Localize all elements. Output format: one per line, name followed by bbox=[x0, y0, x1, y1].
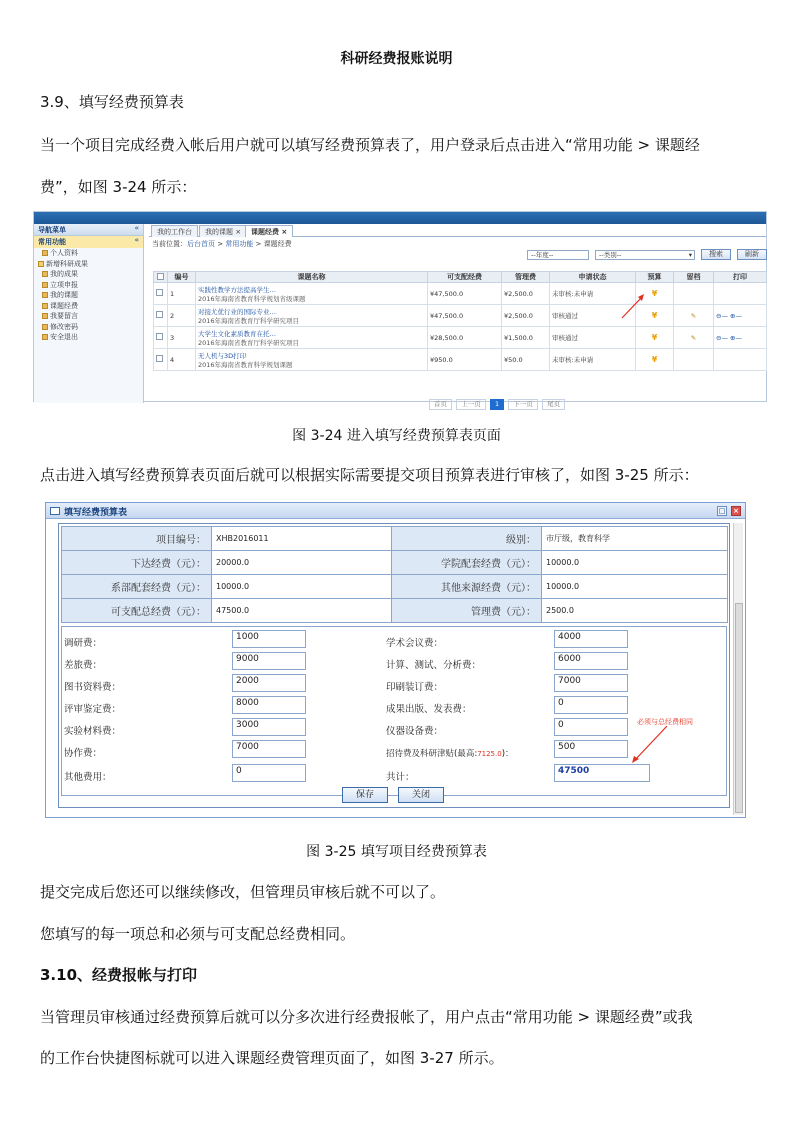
dialog-title: 填写经费预算表 bbox=[64, 508, 128, 518]
research-fee-input[interactable]: 1000 bbox=[232, 630, 306, 648]
table-row bbox=[154, 349, 767, 371]
sidebar-header-label: 导航菜单 bbox=[38, 226, 66, 234]
status-cell: 未审核:未申请 bbox=[550, 283, 636, 305]
year-select[interactable]: --年度-- bbox=[527, 250, 589, 260]
fee-cell: ¥2,500.0 bbox=[502, 283, 550, 305]
window-icon bbox=[50, 507, 60, 515]
save-button[interactable]: 保存 bbox=[342, 787, 388, 803]
print-icon[interactable]: ⊖— ⊕— bbox=[714, 305, 767, 327]
sidebar-group-common[interactable] bbox=[34, 236, 143, 248]
collapse-icon[interactable]: « bbox=[134, 224, 139, 232]
fund-cell: ¥28,500.0 bbox=[428, 327, 502, 349]
table-row bbox=[154, 305, 767, 327]
sidebar-item-new-achievement[interactable]: 新增科研成果 bbox=[34, 259, 143, 270]
total-disposable-value: 47500.0 bbox=[212, 599, 392, 623]
sidebar-item-logout[interactable]: 安全退出 bbox=[34, 332, 143, 343]
figure-caption-3-24: 图 3-24 进入填写经费预算表页面 bbox=[292, 428, 501, 444]
department-funds-value: 10000.0 bbox=[212, 575, 392, 599]
first-page-button[interactable]: 首页 bbox=[429, 399, 452, 410]
filter-bar bbox=[149, 249, 766, 261]
figure-3-24-screenshot bbox=[33, 211, 767, 408]
field-label: 实验材料费： bbox=[64, 726, 122, 737]
message-icon bbox=[42, 313, 48, 319]
paragraph-5-line-2: 的工作台快捷图标就可以进入课题经费管理页面了，如图 3-27 所示。 bbox=[40, 1049, 504, 1067]
figure-3-25-screenshot bbox=[45, 502, 746, 818]
sidebar-item-project-apply[interactable]: 立项申报 bbox=[34, 280, 143, 291]
vertical-scrollbar[interactable] bbox=[733, 523, 743, 815]
level-value: 市厅级，教育科学 bbox=[542, 527, 728, 551]
breadcrumb: 当前位置：后台首页 > 常用功能 > 课题经费 bbox=[152, 240, 292, 248]
materials-fee-input[interactable]: 3000 bbox=[232, 718, 306, 736]
print-icon[interactable]: ⊖— ⊕— bbox=[714, 327, 767, 349]
printing-fee-input[interactable]: 7000 bbox=[554, 674, 628, 692]
archive-cell bbox=[674, 349, 714, 371]
equipment-fee-input[interactable]: 0 bbox=[554, 718, 628, 736]
row-number: 2 bbox=[168, 305, 196, 327]
profile-icon bbox=[42, 250, 48, 256]
project-info-table bbox=[61, 526, 728, 623]
document-icon bbox=[42, 292, 48, 298]
row-number: 3 bbox=[168, 327, 196, 349]
field-label: 学术会议费： bbox=[386, 638, 444, 649]
paragraph-4: 您填写的每一项总和必须与可支配总经费相同。 bbox=[40, 925, 356, 943]
field-label: 系部配套经费（元）： bbox=[62, 575, 212, 599]
column-header: 留档 bbox=[674, 272, 714, 283]
tab-my-projects[interactable]: 我的课题 × bbox=[199, 225, 247, 237]
budget-icon[interactable]: ¥ bbox=[636, 283, 674, 305]
paragraph-1-line-2: 费”，如图 3-24 所示： bbox=[40, 178, 197, 196]
scroll-thumb[interactable] bbox=[735, 603, 743, 813]
field-label: 印刷装订费： bbox=[386, 682, 444, 693]
close-icon[interactable]: × bbox=[731, 506, 741, 516]
search-button[interactable]: 搜索 bbox=[701, 249, 731, 260]
field-label: 下达经费（元）： bbox=[62, 551, 212, 575]
fund-cell: ¥47,500.0 bbox=[428, 283, 502, 305]
college-funds-value: 10000.0 bbox=[542, 551, 728, 575]
cap-value: 7125.0 bbox=[477, 750, 502, 758]
prev-page-button[interactable]: 上一页 bbox=[456, 399, 486, 410]
project-name-cell: 实践性教学方法提高学生… 2016年海南省教育科学规划省级课题 bbox=[196, 283, 428, 305]
table-row bbox=[154, 327, 767, 349]
field-label-entertainment: 招待费及科研津贴(最高:7125.0)： bbox=[386, 749, 514, 759]
sidebar-item-change-password[interactable]: 修改密码 bbox=[34, 322, 143, 333]
field-label: 差旅费： bbox=[64, 660, 103, 671]
paragraph-2: 点击进入填写经费预算表页面后就可以根据实际需要提交项目预算表进行审核了，如图 3-25 所示： bbox=[40, 466, 699, 484]
page-number-button[interactable]: 1 bbox=[490, 399, 504, 410]
field-label: 级别： bbox=[392, 527, 542, 551]
project-number-value: XHB2016011 bbox=[212, 527, 392, 551]
fund-cell: ¥47,500.0 bbox=[428, 305, 502, 327]
field-label: 共计： bbox=[386, 772, 415, 783]
status-cell: 未审核:未申请 bbox=[550, 349, 636, 371]
paragraph-3: 提交完成后您还可以继续修改，但管理员审核后就不可以了。 bbox=[40, 883, 446, 901]
collaboration-fee-input[interactable]: 7000 bbox=[232, 740, 306, 758]
field-label: 管理费（元）： bbox=[392, 599, 542, 623]
category-select[interactable]: --类别-- ▾ bbox=[595, 250, 695, 260]
chevron-down-icon: ▾ bbox=[688, 251, 692, 259]
project-name-link[interactable]: 对接尤优行业的国际专业… bbox=[198, 307, 276, 316]
column-header: 可支配经费 bbox=[428, 272, 502, 283]
budget-icon[interactable]: ¥ bbox=[636, 327, 674, 349]
project-name-cell: 大学生文化素质教育在托… 2016年海南省教育厅科学研究项目 bbox=[196, 327, 428, 349]
dialog-titlebar bbox=[46, 503, 745, 519]
field-label: 成果出版、发表费： bbox=[386, 704, 472, 715]
collapse-icon[interactable]: « bbox=[134, 236, 139, 244]
breadcrumb-link-common[interactable]: 常用功能 bbox=[225, 240, 254, 248]
folder-icon bbox=[38, 261, 44, 267]
refresh-button[interactable]: 刷新 bbox=[737, 249, 767, 260]
conference-fee-input[interactable]: 4000 bbox=[554, 630, 628, 648]
budget-icon[interactable]: ¥ bbox=[636, 305, 674, 327]
close-button[interactable]: 关闭 bbox=[398, 787, 444, 803]
row-number: 4 bbox=[168, 349, 196, 371]
sidebar-group-label: 常用功能 bbox=[38, 238, 66, 246]
pagination bbox=[429, 399, 567, 411]
print-cell bbox=[714, 283, 767, 305]
travel-fee-input[interactable]: 9000 bbox=[232, 652, 306, 670]
books-fee-input[interactable]: 2000 bbox=[232, 674, 306, 692]
sidebar-item-my-achievements[interactable]: 我的成果 bbox=[34, 269, 143, 280]
sidebar-item-profile[interactable]: 个人资料 bbox=[34, 248, 143, 259]
archive-icon[interactable]: ✎ bbox=[674, 327, 714, 349]
field-label: 其他费用： bbox=[64, 772, 112, 783]
field-label: 项目编号： bbox=[62, 527, 212, 551]
field-label: 可支配总经费（元）： bbox=[62, 599, 212, 623]
document-icon bbox=[42, 282, 48, 288]
project-name-link[interactable]: 实践性教学方法提高学生… bbox=[198, 285, 276, 294]
field-label: 调研费： bbox=[64, 638, 103, 649]
column-header: 打印 bbox=[714, 272, 767, 283]
table-header-row bbox=[154, 272, 767, 283]
total-input[interactable]: 47500 bbox=[554, 764, 650, 782]
other-fee-input[interactable]: 0 bbox=[232, 764, 306, 782]
tab-bar bbox=[149, 224, 766, 237]
fee-cell: ¥50.0 bbox=[502, 349, 550, 371]
document-icon bbox=[42, 303, 48, 309]
tab-project-funds[interactable]: 课题经费 × bbox=[245, 225, 293, 237]
print-cell bbox=[714, 349, 767, 371]
sidebar-header bbox=[34, 224, 143, 236]
document-title: 科研经费报账说明 bbox=[340, 51, 453, 67]
field-label: 计算、测试、分析费： bbox=[386, 660, 482, 671]
fee-cell: ¥2,500.0 bbox=[502, 305, 550, 327]
row-checkbox[interactable] bbox=[154, 283, 168, 305]
field-label: 其他来源经费（元）： bbox=[392, 575, 542, 599]
paragraph-5-line-1: 当管理员审核通过经费预算后就可以分多次进行经费报帐了，用户点击“常用功能 > 课题经费”或我 bbox=[40, 1008, 693, 1026]
publication-fee-input[interactable]: 0 bbox=[554, 696, 628, 714]
column-header: 预算 bbox=[636, 272, 674, 283]
column-header: 管理费 bbox=[502, 272, 550, 283]
expense-items bbox=[61, 626, 727, 796]
field-label: 协作费： bbox=[64, 748, 103, 759]
figure-caption-3-25: 图 3-25 填写项目经费预算表 bbox=[306, 844, 487, 860]
field-label: 图书资料费： bbox=[64, 682, 122, 693]
document-icon bbox=[42, 271, 48, 277]
table-row bbox=[154, 283, 767, 305]
sidebar-item-leave-message[interactable]: 我要留言 bbox=[34, 311, 143, 322]
row-number: 1 bbox=[168, 283, 196, 305]
budget-icon[interactable]: ¥ bbox=[636, 349, 674, 371]
section-heading-3-10: 3.10、经费报帐与打印 bbox=[40, 966, 198, 984]
sidebar bbox=[34, 224, 144, 403]
sidebar-item-project-funds[interactable]: 课题经费 bbox=[34, 301, 143, 312]
breadcrumb-link-home[interactable]: 后台首页 bbox=[187, 240, 215, 248]
tab-workbench[interactable]: 我的工作台 bbox=[151, 225, 198, 237]
maximize-icon[interactable]: □ bbox=[718, 507, 726, 515]
archive-cell bbox=[674, 283, 714, 305]
testing-fee-input[interactable]: 6000 bbox=[554, 652, 628, 670]
paragraph-1-line-1: 当一个项目完成经费入帐后用户就可以填写经费预算表了，用户登录后点击进入“常用功能 > 课题经 bbox=[40, 136, 700, 154]
fund-cell: ¥950.0 bbox=[428, 349, 502, 371]
annotation-note: 必须与总经费相同 bbox=[637, 718, 693, 726]
management-fee-value: 2500.0 bbox=[542, 599, 728, 623]
column-header: 课题名称 bbox=[196, 272, 428, 283]
field-label: 学院配套经费（元）： bbox=[392, 551, 542, 575]
project-name-link[interactable]: 大学生文化素质教育在托… bbox=[198, 329, 276, 338]
field-label: 评审鉴定费： bbox=[64, 704, 122, 715]
status-cell: 审核通过 bbox=[550, 305, 636, 327]
select-all-checkbox[interactable] bbox=[154, 272, 168, 283]
entertainment-fee-input[interactable]: 500 bbox=[554, 740, 628, 758]
project-name-cell: 无人机与3D打印 2016年海南省教育科学规划课题 bbox=[196, 349, 428, 371]
other-funds-value: 10000.0 bbox=[542, 575, 728, 599]
sidebar-item-my-projects[interactable]: 我的课题 bbox=[34, 290, 143, 301]
column-header: 编号 bbox=[168, 272, 196, 283]
row-checkbox[interactable] bbox=[154, 327, 168, 349]
project-name-link[interactable]: 无人机与3D打印 bbox=[198, 351, 247, 360]
row-checkbox[interactable] bbox=[154, 305, 168, 327]
row-checkbox[interactable] bbox=[154, 349, 168, 371]
last-page-button[interactable]: 尾页 bbox=[542, 399, 565, 410]
fee-cell: ¥1,500.0 bbox=[502, 327, 550, 349]
section-heading-3-9: 3.9、填写经费预算表 bbox=[40, 93, 184, 111]
main-panel bbox=[149, 224, 766, 408]
logout-icon bbox=[42, 334, 48, 340]
project-name-cell: 对接尤优行业的国际专业… 2016年海南省教育厅科学研究项目 bbox=[196, 305, 428, 327]
next-page-button[interactable]: 下一页 bbox=[508, 399, 538, 410]
field-label: 仪器设备费： bbox=[386, 726, 444, 737]
status-cell: 审核通过 bbox=[550, 327, 636, 349]
app-header-bar bbox=[34, 212, 766, 224]
key-icon bbox=[42, 324, 48, 330]
review-fee-input[interactable]: 8000 bbox=[232, 696, 306, 714]
funds-table bbox=[153, 271, 767, 371]
breadcrumb-current: 课题经费 bbox=[263, 240, 292, 248]
red-arrow-annotation bbox=[619, 724, 679, 764]
archive-icon[interactable]: ✎ bbox=[674, 305, 714, 327]
red-arrow-annotation bbox=[620, 292, 648, 320]
budget-form bbox=[58, 523, 730, 808]
column-header: 申请状态 bbox=[550, 272, 636, 283]
allocated-funds-value: 20000.0 bbox=[212, 551, 392, 575]
